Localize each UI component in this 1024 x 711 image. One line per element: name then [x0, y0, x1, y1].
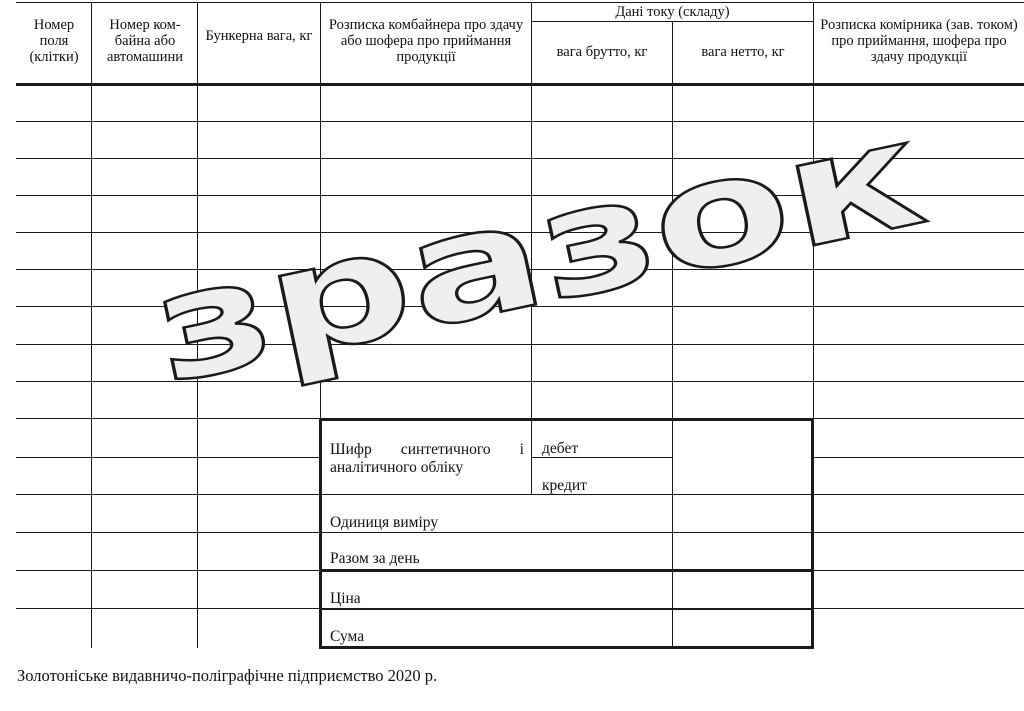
summary-sum: Сума [330, 628, 365, 645]
summary-debit: дебет [542, 440, 579, 457]
header-gross-weight: вага брутто, кг [556, 44, 648, 60]
summary-credit: кредит [542, 477, 587, 494]
summary-total-day: Разом за день [330, 550, 420, 567]
header-bunker-weight: Бункерна вага, кг [205, 28, 313, 44]
summary-unit: Одиниця виміру [330, 514, 439, 531]
header-combiner-receipt: Розписка комбайнера про здачу або шофера про приймання продукції [328, 17, 524, 65]
watermark-text: зразок [138, 128, 742, 417]
header-field-no: Номер поля (клітки) [29, 17, 79, 65]
header-yard-data: Дані току (складу) [615, 4, 730, 20]
header-combine-no: Номер ком- байна або автомашини [107, 17, 183, 65]
summary-cipher: Шифр синтетичного і аналітичного обліку [330, 441, 524, 476]
header-keeper-receipt: Розписка комірника (зав. током) про приймання, шофера про здачу продукції [820, 17, 1018, 65]
summary-price: Ціна [330, 590, 361, 607]
publisher-footer: Золотоніське видавничо-поліграфічне підприємство 2020 р. [17, 666, 438, 685]
header-net-weight: вага нетто, кг [701, 44, 785, 60]
